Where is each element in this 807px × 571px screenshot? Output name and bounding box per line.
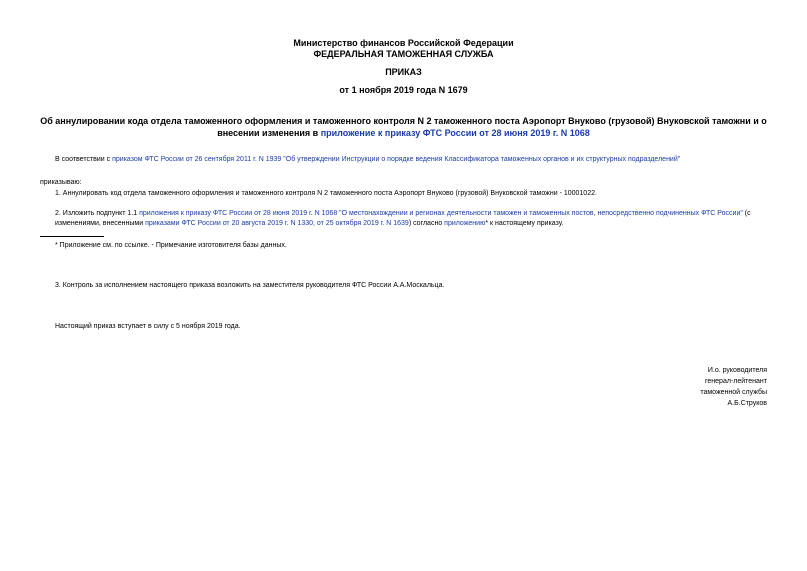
item-2-link-appendix[interactable]: приложению bbox=[444, 220, 486, 227]
document-type: ПРИКАЗ bbox=[385, 67, 422, 77]
item-2: 2. Изложить подпункт 1.1 приложения к приказу ФТС России от 28 июня 2019 г. N 1068 "О местонахождении и регионах деятельности таможен и таможенных постов, непосредственно подчиненных ФТС России" (с изменениями, внесенными приказами ФТС России от 20 августа 2019 г. N 1330, от 25 октября 2019 г. N 1639) согласно приложению* к настоящему приказу. bbox=[55, 210, 751, 227]
service-name: ФЕДЕРАЛЬНАЯ ТАМОЖЕННАЯ СЛУЖБА bbox=[313, 49, 494, 59]
footnote-divider bbox=[40, 236, 104, 237]
signature-rank: генерал-лейтенант bbox=[705, 378, 767, 385]
signature-name: А.Б.Струков bbox=[727, 400, 767, 407]
title-link[interactable]: приложение к приказу ФТС России от 28 июня 2019 г. N 1068 bbox=[320, 128, 590, 138]
preamble-link[interactable]: приказом ФТС России от 26 сентября 2011 г. N 1939 "Об утверждении Инструкции о порядке ведения Классификатора таможенных органов и их структурных подразделений" bbox=[112, 156, 681, 163]
document-date-number: от 1 ноября 2019 года N 1679 bbox=[339, 85, 468, 95]
preamble-prefix: В соответствии с bbox=[55, 156, 113, 163]
item-3: 3. Контроль за исполнением настоящего приказа возложить на заместителя руководителя ФТС России А.А.Москальца. bbox=[55, 282, 445, 289]
item-2-link-order[interactable]: приложения к приказу ФТС России от 28 июня 2019 г. N 1068 "О местонахождении и регионах деятельности таможен и таможенных постов, непосредственно подчиненных ФТС России" bbox=[139, 210, 743, 217]
title-text: Об аннулировании кода отдела таможенного оформления и таможенного контроля N 2 таможенного поста Аэропорт Внуково (грузовой) Внуковской таможни и о внесении изменения в bbox=[40, 116, 767, 138]
item-1: 1. Аннулировать код отдела таможенного оформления и таможенного контроля N 2 таможенного поста Аэропорт Внуково (грузовой) Внуковской таможни - 10001022. bbox=[55, 190, 597, 197]
order-word: приказываю: bbox=[40, 179, 82, 186]
effective-date: Настоящий приказ вступает в силу с 5 ноября 2019 года. bbox=[55, 323, 241, 330]
document-header bbox=[0, 38, 807, 60]
signature-block bbox=[700, 365, 767, 409]
signature-service: таможенной службы bbox=[700, 389, 767, 396]
ministry-name: Министерство финансов Российской Федерации bbox=[293, 38, 514, 48]
footnote: * Приложение см. по ссылке. - Примечание изготовителя базы данных. bbox=[55, 242, 287, 249]
item-2-link-amendments[interactable]: приказами ФТС России от 20 августа 2019 г. N 1330, от 25 октября 2019 г. N 1639 bbox=[145, 220, 409, 227]
document-title bbox=[40, 115, 767, 139]
preamble bbox=[55, 155, 770, 165]
signature-position: И.о. руководителя bbox=[707, 367, 767, 374]
